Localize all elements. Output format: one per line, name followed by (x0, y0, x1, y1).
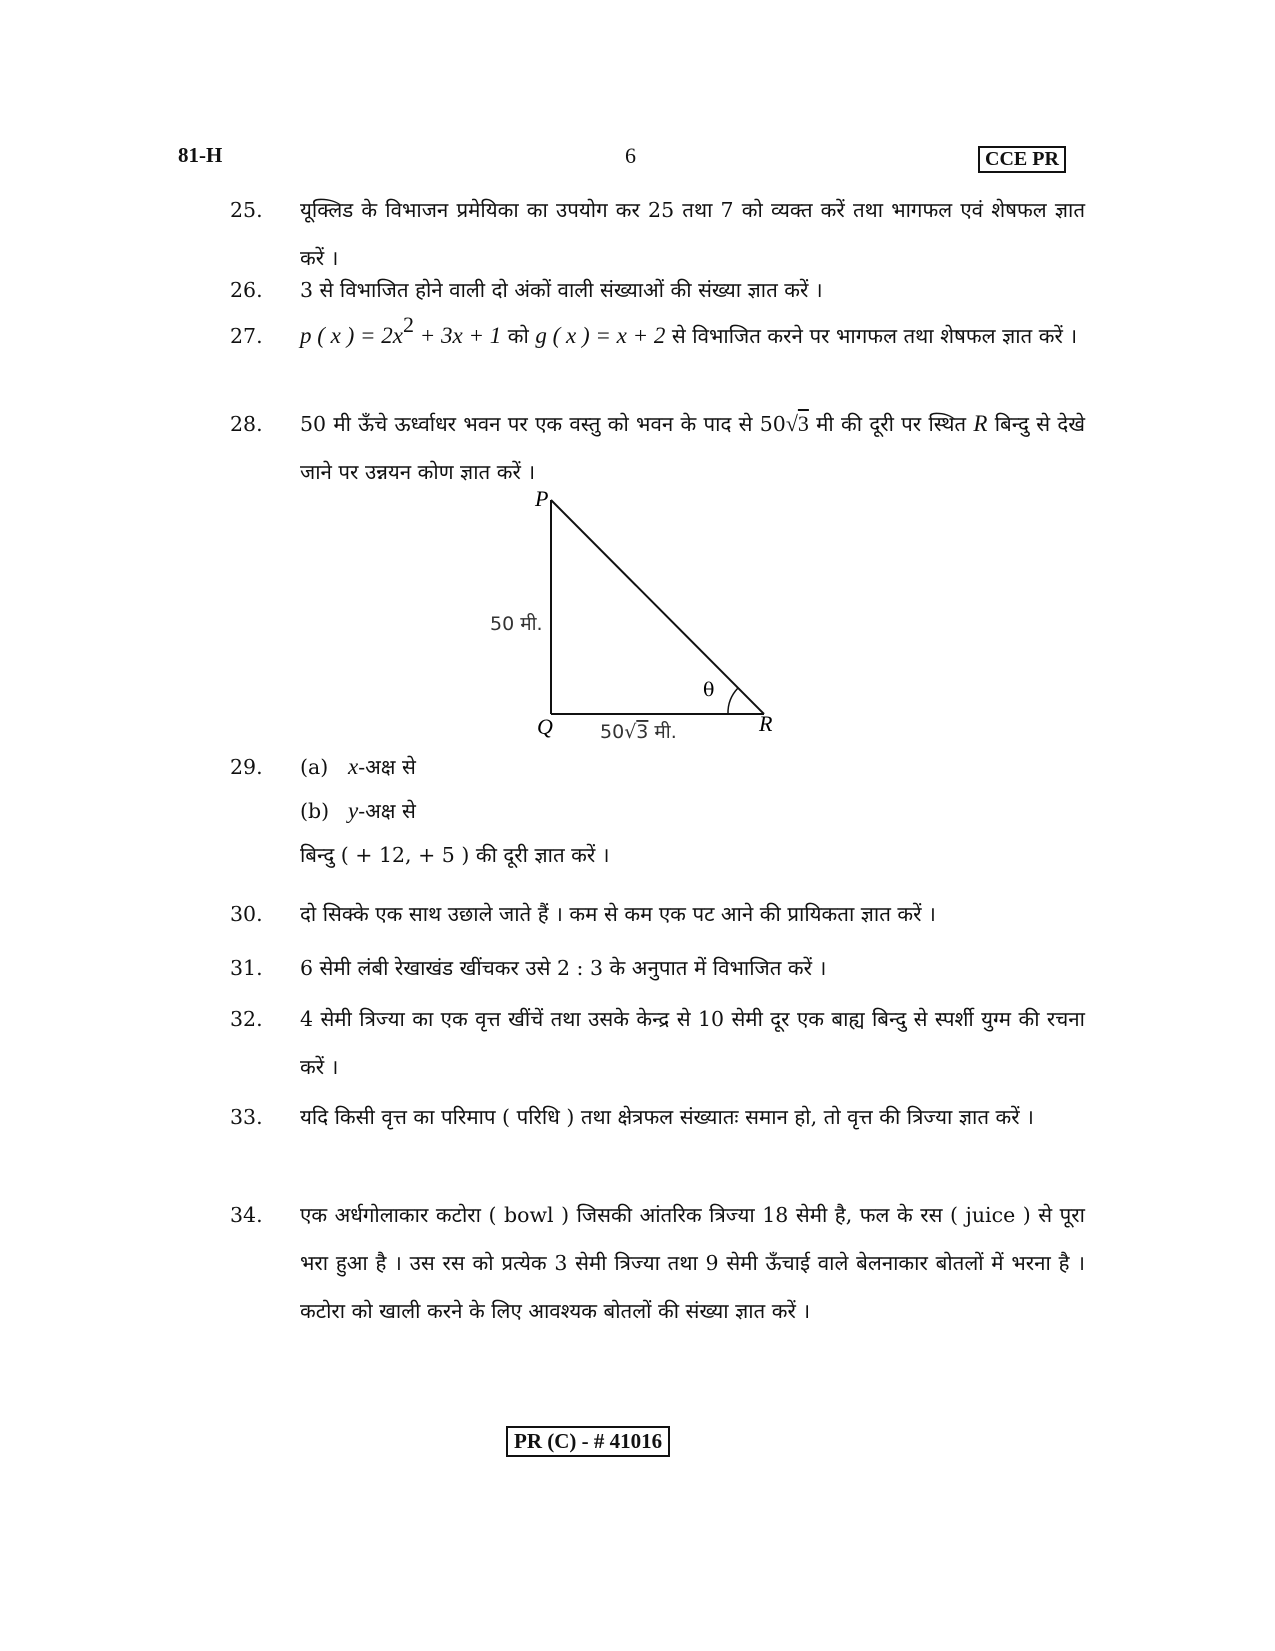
question-29 (230, 745, 1085, 877)
question-27 (230, 312, 1085, 360)
height-label: 50 मी. (490, 613, 543, 635)
question-text: एक अर्धगोलाकार कटोरा ( bowl ) जिसकी आंतरिक त्रिज्या 18 सेमी है, फल के रस ( juice ) से पूरा भरा हुआ है । उस रस को प्रत्येक 3 सेमी त्रिज्या तथा 9 सेमी ऊँचाई वाले बेलनाकार बोतलों में भरना है । कटोरा को खाली करने के लिए आवश्यक बोतलों की संख्या ज्ञात करें । (300, 1203, 1085, 1323)
base-label (600, 720, 677, 743)
polynomial-p-rest: + 3x + 1 (414, 323, 502, 348)
base-sqrt-sign: √ (624, 721, 637, 743)
base-suffix: मी. (648, 721, 677, 743)
question-text (300, 745, 1085, 877)
question-32 (230, 995, 1085, 1091)
question-number: 25. (230, 198, 263, 222)
question-text: यदि किसी वृत्त का परिमाप ( परिधि ) तथा क्षेत्रफल संख्यातः समान हो, तो वृत्त की त्रिज्या ज्ञात करें । (300, 1105, 1034, 1129)
question-26 (230, 266, 1085, 314)
exponent: 2 (403, 312, 415, 338)
option-b-var: y (348, 798, 359, 823)
base-sqrt-value: 3 (636, 721, 649, 743)
question-number: 30. (230, 902, 263, 926)
question-text (300, 400, 1085, 496)
question-31 (230, 944, 1085, 992)
vertex-q-label: Q (537, 714, 553, 739)
question-number: 31. (230, 956, 263, 980)
question-text: दो सिक्के एक साथ उछाले जाते हैं । कम से कम एक पट आने की प्रायिकता ज्ञात करें । (300, 902, 936, 926)
vertex-r-label: R (759, 711, 773, 736)
page-number: 6 (625, 143, 636, 168)
option-b-label: (b) (300, 799, 330, 823)
question-30 (230, 890, 1085, 938)
angle-theta-label: θ (703, 679, 715, 701)
question-text-b: मी की दूरी पर स्थित (808, 412, 974, 436)
question-text-a: 50 मी ऊँचे ऊर्ध्वाधर भवन पर एक वस्तु को भवन के पाद से 50 (300, 412, 786, 436)
sqrt-value: 3 (797, 411, 809, 436)
point-label: R (973, 411, 988, 436)
question-34 (230, 1191, 1085, 1335)
question-text: 6 सेमी लंबी रेखाखंड खींचकर उसे 2 : 3 के अनुपात में विभाजित करें । (300, 956, 827, 980)
question-number: 34. (230, 1203, 263, 1227)
option-a-var: x (348, 754, 359, 779)
question-number: 27. (230, 324, 263, 348)
side-pr (551, 500, 764, 714)
angle-arc (728, 688, 738, 714)
question-number: 26. (230, 278, 263, 302)
question-text-c: बिन्दु से देखे जाने पर उन्नयन कोण ज्ञात करें । (300, 412, 1085, 484)
connector-text: को (501, 324, 536, 348)
question-28 (230, 400, 1085, 496)
question-number: 32. (230, 1007, 263, 1031)
paper-serial-code: PR (C) - # 41016 (506, 1426, 670, 1457)
option-b (300, 789, 1085, 833)
option-a-label: (a) (300, 755, 329, 779)
base-prefix: 50 (600, 721, 625, 743)
exam-badge: CCE PR (978, 146, 1066, 173)
paper-code: 81-H (178, 143, 223, 167)
question-text: 4 सेमी त्रिज्या का एक वृत्त खींचें तथा उसके केन्द्र से 10 सेमी दूर एक बाह्य बिन्दु से स्पर्शी युग्म की रचना करें । (300, 1007, 1085, 1079)
right-triangle-diagram (470, 486, 800, 755)
option-a-text: -अक्ष से (358, 755, 416, 779)
option-b-text: -अक्ष से (358, 799, 416, 823)
question-number: 28. (230, 412, 263, 436)
question-text: 3 से विभाजित होने वाली दो अंकों वाली संख्याओं की संख्या ज्ञात करें । (300, 278, 823, 302)
sqrt-symbol: √3 (785, 411, 809, 436)
question-number: 33. (230, 1105, 263, 1129)
question-text (300, 312, 1085, 360)
question-33 (230, 1093, 1085, 1141)
polynomial-p: p ( x ) = 2x (300, 323, 404, 348)
option-a (300, 745, 1085, 789)
question-text: यूक्लिड के विभाजन प्रमेयिका का उपयोग कर 25 तथा 7 को व्यक्त करें तथा भागफल एवं शेषफल ज्ञात करें । (300, 198, 1085, 270)
question-text-rest: से विभाजित करने पर भागफल तथा शेषफल ज्ञात करें । (665, 324, 1078, 348)
question-number: 29. (230, 755, 263, 779)
polynomial-g: g ( x ) = x + 2 (535, 323, 666, 348)
question-stem: बिन्दु ( + 12, + 5 ) की दूरी ज्ञात करें । (300, 843, 610, 867)
vertex-p-label: P (535, 486, 549, 511)
